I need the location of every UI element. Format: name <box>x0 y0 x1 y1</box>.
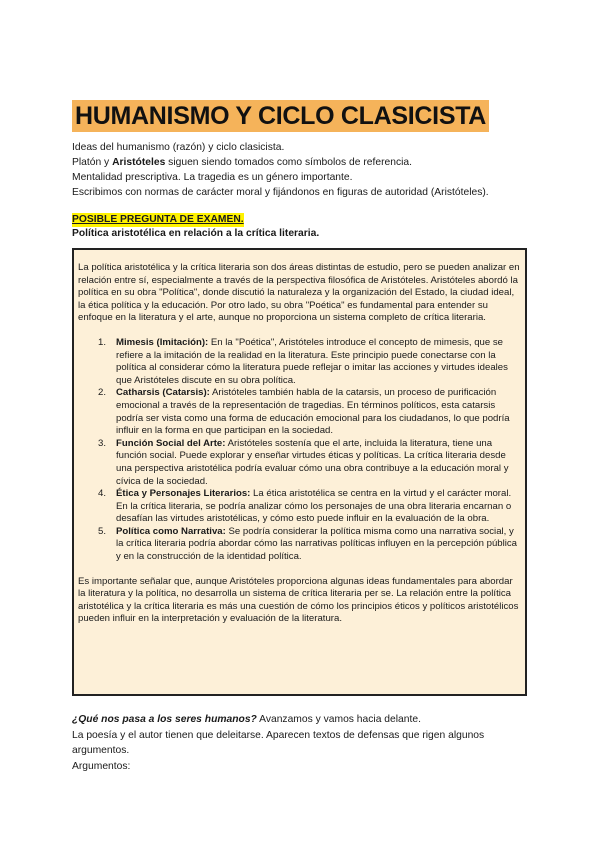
list-item-number: 3. <box>98 437 107 449</box>
page-title: HUMANISMO Y CICLO CLASICISTA <box>72 100 489 132</box>
aristoteles-highlight: Aristóteles <box>112 157 166 168</box>
answer-conclusion: Es importante señalar que, aunque Aristóteles proporciona algunas ideas fundamentales para abordar la literatura y la política, no desarrolla un sistema de crítica literaria per se. La relación entre la política aristotélica y la crítica literaria es más una cuestión de cómo los principios éticos y políticos aristotélicos pueden influir en la interpretación y evaluación de la literatura. <box>78 575 519 625</box>
intro-line-4: Escribimos con normas de carácter moral y fijándonos en figuras de autoridad (Aristóteles). <box>72 187 489 198</box>
list-item-text: Se podría considerar la política misma como una narrativa social, y la crítica literaria podría abordar cómo las narrativas políticas influyen en la percepción pública y en la construcción de la identidad política. <box>116 525 518 563</box>
list-item-text: Aristóteles sostenía que el arte, incluida la literatura, tiene una función social. Puede explorar y enseñar virtudes éticas y políticas. La crítica literaria desde una perspectiva aristotélica podría evaluar cómo una obra contribuye a la educación moral y cívica de la sociedad. <box>116 437 509 487</box>
list-item-text: La ética aristotélica se centra en la virtud y el carácter moral. En la crítica literaria, se podría analizar cómo los personajes de una obra literaria encarnan o desafían las virtudes aristotélicas, y cómo esto puede influir en la evaluación de la obra. <box>116 488 512 525</box>
intro-line-2-prefix: Platón y <box>72 157 113 168</box>
intro-line-2 <box>72 155 542 170</box>
list-item-text: Aristóteles también habla de la catarsis, un proceso de purificación emocional a través de la representación de tragedias. En términos políticos, esta catarsis podría ser vista como una forma de educación emocional para los ciudadanos, lo que podría influir en la forma en que participan en la sociedad. <box>116 387 510 437</box>
list-item <box>98 525 521 564</box>
list-item-term: Ética y Personajes Literarios: <box>116 488 251 500</box>
list-item-number: 5. <box>98 525 107 537</box>
list-item-term: Mimesis (Imitación): <box>116 336 209 348</box>
list-item-term: Política como Narrativa: <box>116 525 226 537</box>
intro-paragraph <box>72 140 542 200</box>
exam-label: POSIBLE PREGUNTA DE EXAMEN. <box>72 214 244 225</box>
exam-question: Política aristotélica en relación a la crítica literaria. <box>72 228 320 239</box>
list-item <box>98 488 521 526</box>
closing-line-2: La poesía y el autor tienen que deleitarse. Aparecen textos de defensas que rigen algunos argumentos. <box>72 729 485 756</box>
answer-box <box>72 248 527 696</box>
closing-question: ¿Qué nos pasa a los seres humanos? <box>72 714 257 725</box>
list-item <box>98 336 521 387</box>
closing-question-suffix: Avanzamos y vamos hacia delante. <box>256 714 421 725</box>
closing-notes <box>72 712 532 774</box>
list-item-text: En la "Poética", Aristóteles introduce el concepto de mimesis, que se refiere a la imitación de la realidad en la literatura. Este principio puede conectarse con la política al considerar cómo la literatura puede reflejar o imitar las acciones y virtudes ideales que Aristóteles discute en su obra política. <box>116 336 508 386</box>
intro-line-3: Mentalidad prescriptiva. La tragedia es un género importante. <box>72 172 353 183</box>
closing-line-3: Argumentos: <box>72 760 131 772</box>
closing-line-1 <box>72 712 532 728</box>
exam-question-block <box>72 213 319 241</box>
list-item <box>98 437 521 488</box>
answer-list <box>78 337 521 564</box>
list-item-number: 2. <box>98 387 107 399</box>
list-item-term: Función Social del Arte: <box>116 437 226 449</box>
title-block <box>72 100 489 132</box>
list-item <box>98 387 521 437</box>
answer-intro: La política aristotélica y la crítica literaria son dos áreas distintas de estudio, pero se pueden analizar en relación entre sí, especialmente a través de la perspectiva filosófica de Aristóteles. Aristóteles abordó la política en su obra "Política", donde discutió la naturaleza y la organización del Estado, la ciudad ideal, la ética política y la educación. Por otro lado, su obra "Poética" es fundamental para entender su enfoque en la literatura y el arte, aunque no proporciona un sistema completo de crítica literaria. <box>78 262 520 324</box>
intro-line-2-suffix: siguen siendo tomados como símbolos de referencia. <box>165 157 413 168</box>
list-item-number: 4. <box>98 488 107 500</box>
intro-line-1: Ideas del humanismo (razón) y ciclo clasicista. <box>72 142 285 153</box>
list-item-number: 1. <box>98 336 107 348</box>
list-item-term: Catharsis (Catarsis): <box>116 387 210 399</box>
